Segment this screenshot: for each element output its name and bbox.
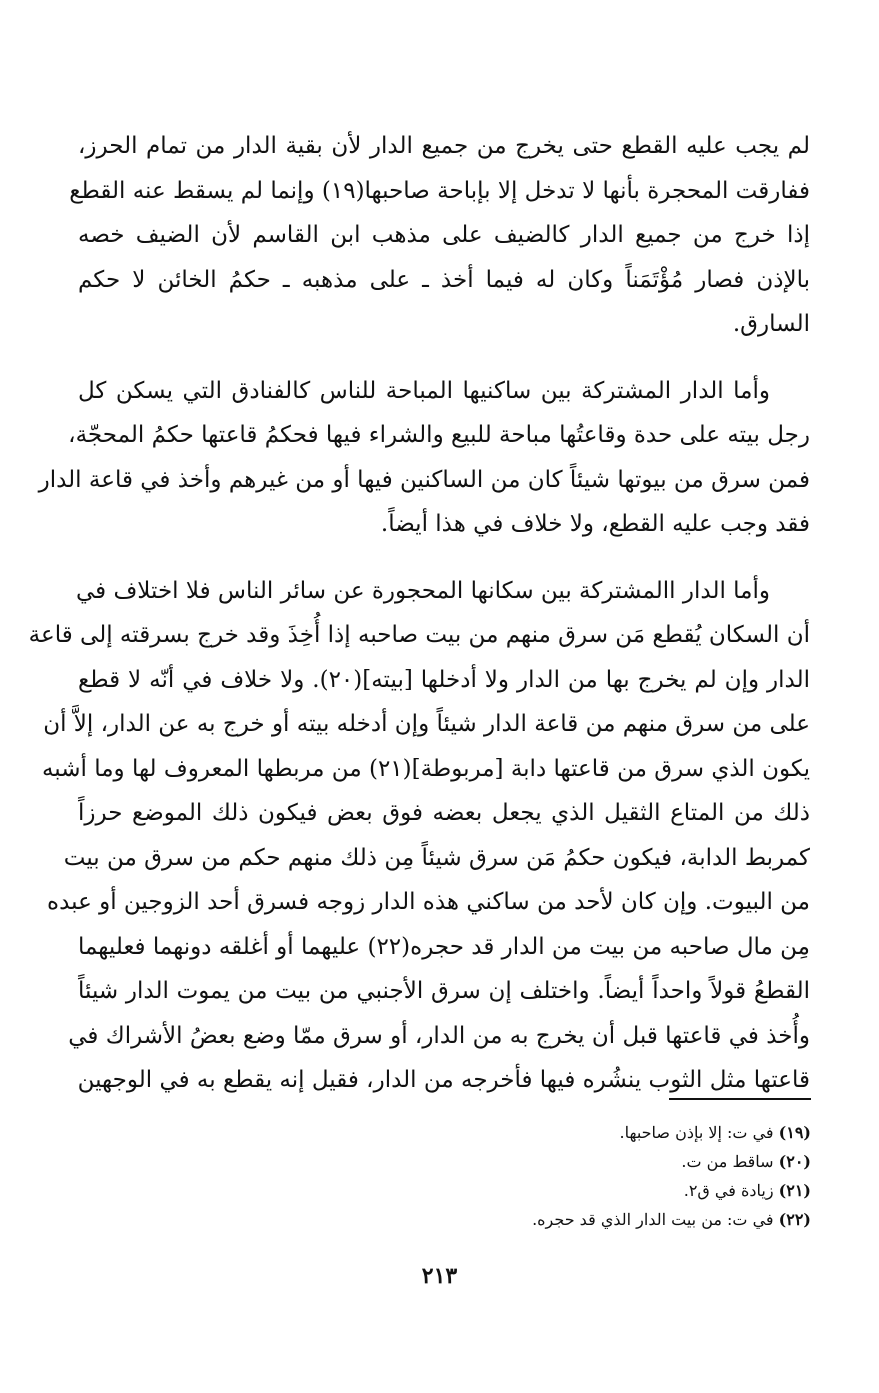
text-line: الدار وإن لم يخرج بها من الدار ولا أدخلها [بيته](٢٠). ولا خلاف في أنّه لا قطع bbox=[78, 666, 810, 693]
text-line: إذا خرج من جميع الدار كالضيف على مذهب ابن القاسم لأن الضيف خصه bbox=[78, 222, 810, 248]
footnote-19 bbox=[411, 1118, 811, 1147]
footnote-divider bbox=[669, 1098, 811, 1100]
paragraph-2 bbox=[38, 369, 810, 547]
main-text bbox=[28, 124, 810, 1103]
text-line: وأُخذ في قاعتها قبل أن يخرج به من الدار، أو سرق ممّا وضع بعضُ الأشراك في bbox=[68, 1022, 810, 1049]
footnotes bbox=[411, 1118, 811, 1234]
text-line: يكون الذي سرق من قاعتها دابة [مربوطة](٢١) من مربطها المعروف لها وما أشبه bbox=[41, 755, 810, 782]
text-line: ذلك من المتاع الثقيل الذي يجعل بعضه فوق بعض فيكون ذلك الموضع حرزاً bbox=[78, 800, 810, 826]
footnote-text: زيادة في ق٢. bbox=[683, 1181, 774, 1200]
footnote-number: (٢٠) bbox=[778, 1152, 811, 1171]
text-line: القطعُ قولاً واحداً أيضاً. واختلف إن سرق الأجنبي من بيت من يموت الدار شيئاً bbox=[78, 978, 810, 1004]
footnote-21 bbox=[411, 1176, 811, 1205]
paragraph-gap bbox=[78, 547, 810, 569]
footnote-number: (١٩) bbox=[778, 1123, 811, 1142]
text-line: لم يجب عليه القطع حتى يخرج من جميع الدار لأن بقية الدار من تمام الحرز، bbox=[78, 133, 810, 159]
footnote-number: (٢٢) bbox=[778, 1210, 811, 1229]
footnote-text: ساقط من ت. bbox=[681, 1152, 774, 1171]
footnote-22 bbox=[411, 1205, 811, 1234]
text-line: من البيوت. وإن كان لأحد من ساكني هذه الدار زوجه فسرق أحد الزوجين أو عبده bbox=[47, 889, 810, 915]
text-line: أن السكان يُقطع مَن سرق منهم من بيت صاحبه إذا أُخِذَ وقد خرج بسرقته إلى قاعة bbox=[28, 622, 810, 648]
text-line: كمربط الدابة، فيكون حكمُ مَن سرق شيئاً مِن ذلك منهم حكم من سرق من بيت bbox=[63, 844, 810, 871]
text-line: رجل بيته على حدة وقاعتُها مباحة للبيع والشراء فيها فحكمُ قاعتها حكمُ المحجّة، bbox=[68, 422, 810, 448]
paragraph-1 bbox=[69, 124, 810, 347]
footnote-20 bbox=[411, 1147, 811, 1176]
text-line: على من سرق منهم من قاعة الدار شيئاً وإن أدخله بيته أو خرج به عن الدار، إلاَّ أن bbox=[43, 711, 810, 737]
text-line: وأما الدار المشتركة بين ساكنيها المباحة للناس كالفنادق التي يسكن كل bbox=[78, 377, 770, 404]
footnote-number: (٢١) bbox=[778, 1181, 811, 1200]
text-line: مِن مال صاحبه من بيت من الدار قد حجره(٢٢) عليهما أو أغلقه دونهما فعليهما bbox=[78, 933, 810, 960]
footnote-text: في ت: إلا بإذن صاحبها. bbox=[619, 1123, 774, 1142]
page-number: ٢١٣ bbox=[421, 1263, 458, 1289]
text-line: وأما الدار االمشتركة بين سكانها المحجورة عن سائر الناس فلا اختلاف في bbox=[75, 577, 770, 604]
paragraph-gap bbox=[78, 347, 810, 369]
text-line: بالإذن فصار مُؤْتَمَناً وكان له فيما أخذ ـ على مذهبه ـ حكمُ الخائن لا حكم bbox=[78, 266, 810, 293]
paragraph-3 bbox=[28, 569, 810, 1103]
footnote-text: في ت: من بيت الدار الذي قد حجره. bbox=[532, 1210, 774, 1229]
text-line: قاعتها مثل الثوب ينشُره فيها فأخرجه من الدار، فقيل إنه يقطع به في الوجهين bbox=[77, 1067, 810, 1093]
text-line: فمن سرق من بيوتها شيئاً كان من الساكنين فيها أو من غيرهم وأخذ في قاعة الدار bbox=[38, 466, 810, 493]
text-line: السارق. bbox=[732, 311, 810, 337]
text-line: ففارقت المحجرة بأنها لا تدخل إلا بإباحة صاحبها(١٩) وإنما لم يسقط عنه القطع bbox=[69, 177, 810, 204]
text-line: فقد وجب عليه القطع، ولا خلاف في هذا أيضاً. bbox=[380, 511, 810, 537]
